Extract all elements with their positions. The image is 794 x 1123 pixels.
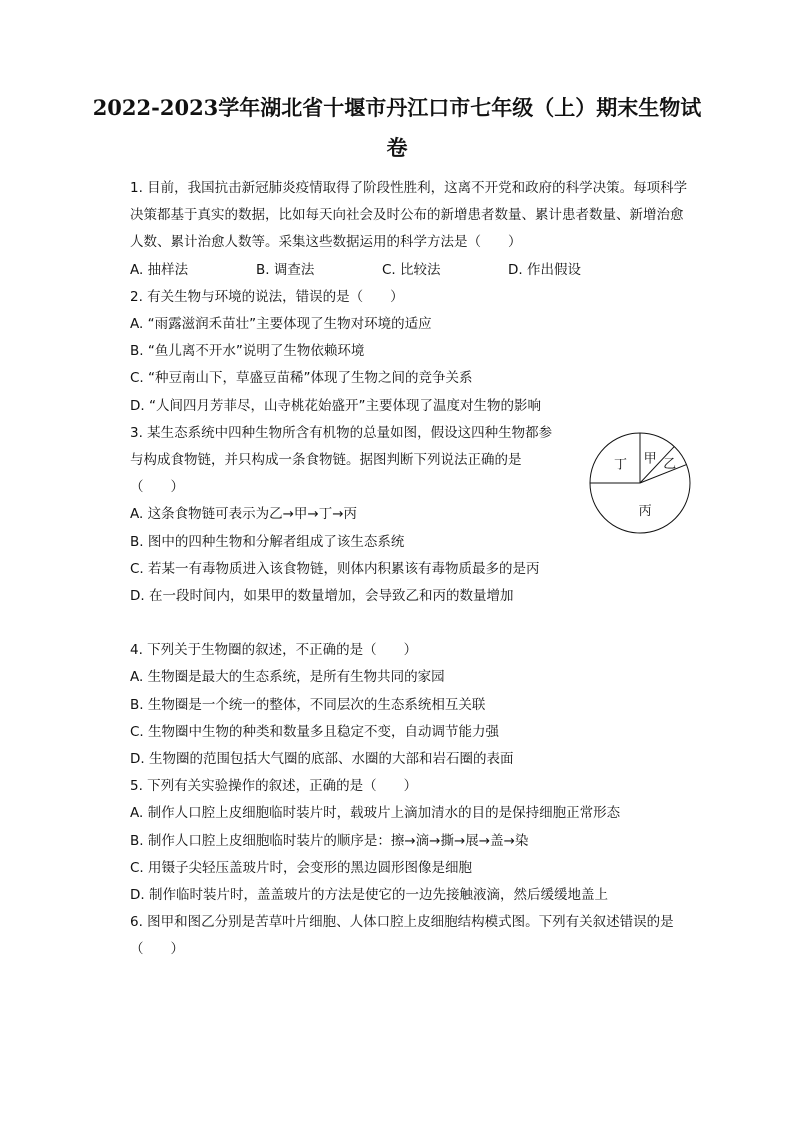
question-4-stem: 4. 下列关于生物圈的叙述，不正确的是（ ） <box>130 642 418 659</box>
pie-label-1: 乙 <box>663 456 677 472</box>
question-5-option-c: C. 用镊子尖轻压盖玻片时，会变形的黑边圆形图像是细胞 <box>130 859 473 876</box>
question-6-stem: 6. 图甲和图乙分别是苦草叶片细胞、人体口腔上皮细胞结构模式图。下列有关叙述错误的是（ ） <box>130 914 674 958</box>
question-2-option-b: B. “鱼儿离不开水”说明了生物依赖环境 <box>130 343 365 360</box>
question-1-option-b: B. 调查法 <box>256 261 315 278</box>
question-1-option-c: C. 比较法 <box>382 261 441 278</box>
title-line-2: 卷 <box>386 135 408 160</box>
pie-label-0: 甲 <box>643 451 657 467</box>
question-3-option-d: D. 在一段时间内，如果甲的数量增加，会导致乙和丙的数量增加 <box>130 588 514 605</box>
question-1-stem: 1. 目前，我国抗击新冠肺炎疫情取得了阶段性胜利，这离不开党和政府的科学决策。每项科学决策都基于真实的数据，比如每天向社会及时公布的新增患者数量、累计患者数量、新增治愈人数、累计治愈人数等。采集这些数据运用的科学方法是（ ） <box>130 180 688 251</box>
question-list <box>130 175 695 964</box>
organic-matter-pie-chart <box>587 430 693 536</box>
question-2-option-d: D. “人间四月芳菲尽，山寺桃花始盛开”主要体现了温度对生物的影响 <box>130 397 541 414</box>
question-5-option-a: A. 制作人口腔上皮细胞临时装片时，载玻片上滴加清水的目的是保持细胞正常形态 <box>130 805 621 822</box>
question-6 <box>130 909 695 963</box>
question-3-option-b: B. 图中的四种生物和分解者组成了该生态系统 <box>130 533 405 550</box>
question-1-option-d: D. 作出假设 <box>508 261 581 278</box>
question-2-option-a: A. “雨露滋润禾苗壮”主要体现了生物对环境的适应 <box>130 316 432 333</box>
question-2-stem: 2. 有关生物与环境的说法，错误的是（ ） <box>130 288 404 305</box>
question-1-option-a: A. 抽样法 <box>130 261 189 278</box>
question-2-option-c: C. “种豆南山下，草盛豆苗稀”体现了生物之间的竞争关系 <box>130 370 473 387</box>
question-2 <box>130 284 695 420</box>
question-3-option-a: A. 这条食物链可表示为乙→甲→丁→丙 <box>130 506 358 523</box>
question-4-option-b: B. 生物圈是一个统一的整体，不同层次的生态系统相互关联 <box>130 696 486 713</box>
question-5 <box>130 773 695 909</box>
question-3-stem: 3. 某生态系统中四种生物所含有机物的总量如图，假设这四种生物都参与构成食物链，并只构成一条食物链。据图判断下列说法正确的是（ ） <box>130 424 553 496</box>
pie-label-2: 丙 <box>638 503 652 519</box>
title-line-1: 2022-2023学年湖北省十堰市丹江口市七年级（上）期末生物试 <box>92 95 702 120</box>
question-4-option-a: A. 生物圈是最大的生态系统，是所有生物共同的家园 <box>130 669 445 686</box>
question-1-options <box>130 257 695 284</box>
question-3 <box>130 420 695 610</box>
question-5-option-d: D. 制作临时装片时，盖盖玻片的方法是使它的一边先接触液滴，然后缓缓地盖上 <box>130 887 608 904</box>
pie-label-3: 丁 <box>614 457 628 473</box>
question-4-option-d: D. 生物圈的范围包括大气圈的底部、水圈的大部和岩石圈的表面 <box>130 751 514 768</box>
document-title <box>60 88 734 168</box>
question-4-option-c: C. 生物圈中生物的种类和数量多且稳定不变，自动调节能力强 <box>130 723 500 740</box>
question-1 <box>130 175 695 284</box>
question-4 <box>130 637 695 773</box>
question-5-stem: 5. 下列有关实验操作的叙述，正确的是（ ） <box>130 778 418 795</box>
question-5-option-b: B. 制作人口腔上皮细胞临时装片的顺序是：擦→滴→撕→展→盖→染 <box>130 832 529 849</box>
question-3-option-c: C. 若某一有毒物质进入该食物链，则体内积累该有毒物质最多的是丙 <box>130 560 540 577</box>
